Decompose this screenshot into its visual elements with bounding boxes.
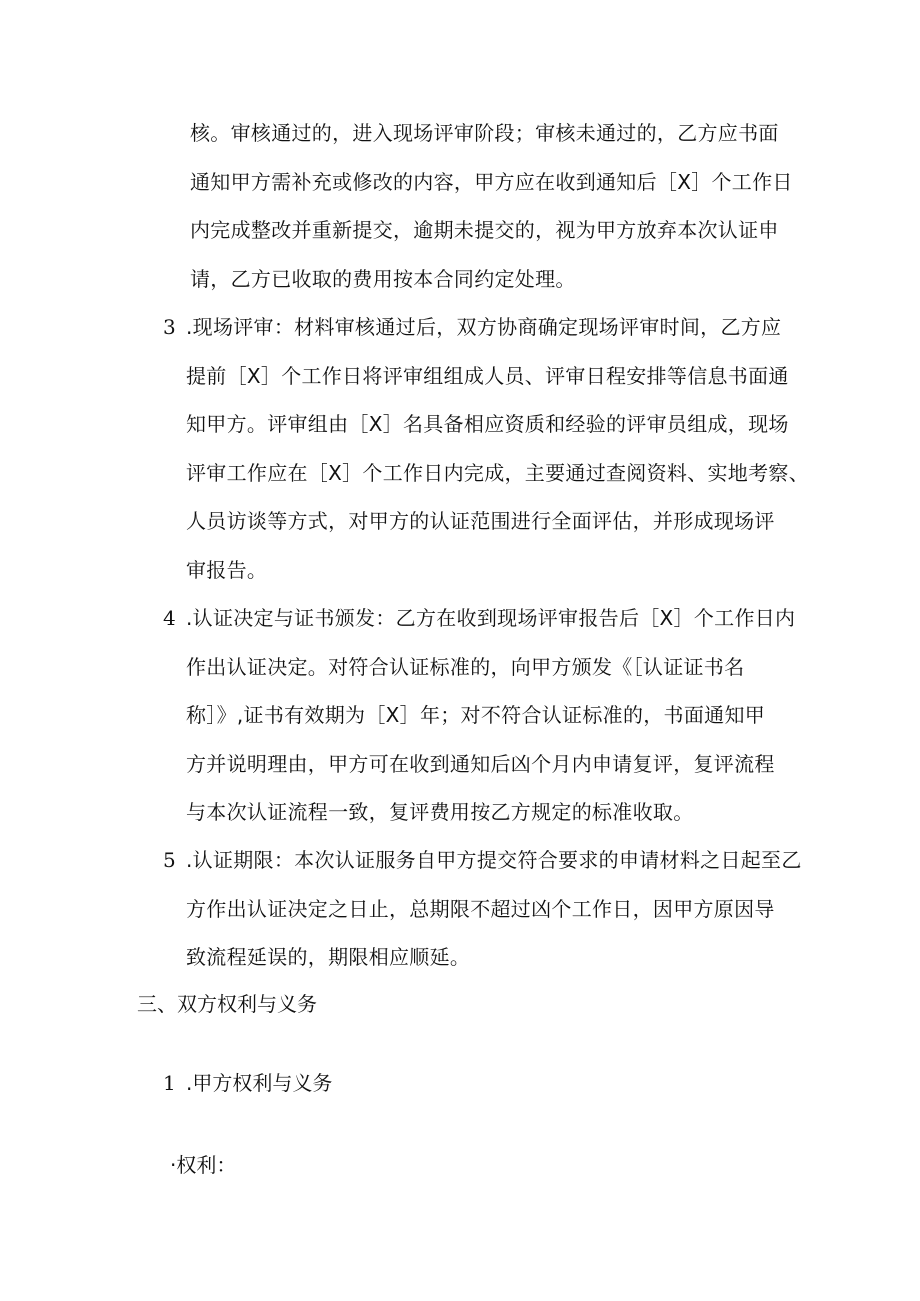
item-number: 5 bbox=[163, 848, 176, 872]
paragraph-line: 请，乙方已收取的费用按本合同约定处理。 bbox=[190, 266, 576, 291]
paragraph-line: 人员访谈等方式，对甲方的认证范围进行全面评估，并形成现场评 bbox=[186, 509, 775, 534]
paragraph-line: 评审工作应在［X］个工作日内完成，主要通过查阅资料、实地考察、 bbox=[186, 460, 810, 485]
item-number: 4 bbox=[163, 606, 176, 630]
paragraph-line: 方作出认证决定之日止，总期限不超过凶个工作日，因甲方原因导 bbox=[186, 896, 775, 921]
bullet-rights: ·权利： bbox=[170, 1153, 237, 1177]
subsection-number: 1 bbox=[163, 1071, 176, 1095]
item-number: 3 bbox=[163, 315, 176, 339]
paragraph-line: 提前［X］个工作日将评审组组成人员、评审日程安排等信息书面通 bbox=[186, 363, 789, 388]
paragraph-line: 通知甲方需补充或修改的内容，甲方应在收到通知后［X］个工作日 bbox=[190, 169, 793, 194]
paragraph-line: 与本次认证流程一致，复评费用按乙方规定的标准收取。 bbox=[186, 800, 694, 825]
section-heading: 三、双方权利与义务 bbox=[137, 992, 317, 1016]
item-4-paragraph bbox=[186, 594, 795, 837]
paragraph-line: 审报告。 bbox=[186, 557, 268, 582]
item-3-paragraph bbox=[186, 303, 809, 595]
paragraph-line: 致流程延误的，期限相应顺延。 bbox=[186, 945, 471, 970]
paragraph-line: 核。审核通过的，进入现场评审阶段；审核未通过的，乙方应书面 bbox=[190, 121, 779, 145]
paragraph-line: .认证决定与证书颁发：乙方在收到现场评审报告后［X］个工作日内 bbox=[186, 606, 796, 630]
paragraph-line: 称］》,证书有效期为［X］年；对不符合认证标准的，书面通知甲 bbox=[186, 703, 766, 728]
paragraph-line: 知甲方。评审组由［X］名具备相应资质和经验的评审员组成，现场 bbox=[186, 412, 789, 437]
paragraph-line: 作出认证决定。对符合认证标准的，向甲方颁发《［认证证书名 bbox=[186, 654, 745, 679]
paragraph-line: .认证期限：本次认证服务自甲方提交符合要求的申请材料之日起至乙 bbox=[186, 848, 802, 872]
continuation-paragraph bbox=[190, 109, 793, 303]
paragraph-line: 方并说明理由，甲方可在收到通知后凶个月内申请复评，复评流程 bbox=[186, 751, 775, 776]
subsection-heading: .甲方权利与义务 bbox=[186, 1071, 333, 1095]
paragraph-line: 内完成整改并重新提交，逾期未提交的，视为甲方放弃本次认证申 bbox=[190, 218, 779, 243]
paragraph-line: .现场评审：材料审核通过后，双方协商确定现场评审时间，乙方应 bbox=[186, 315, 782, 339]
item-5-paragraph bbox=[186, 836, 802, 982]
